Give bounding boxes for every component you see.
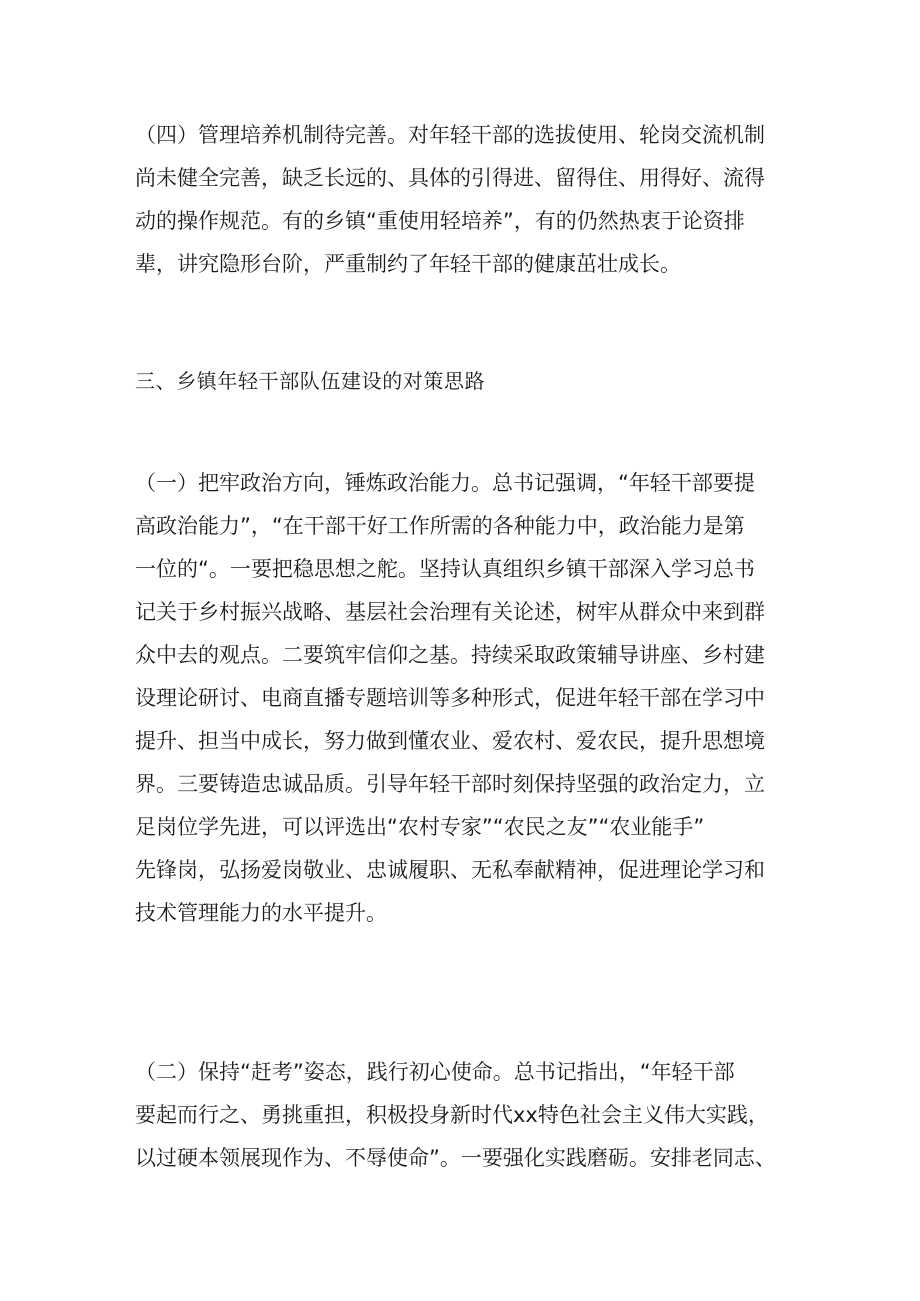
text-line: 界。三要铸造忠诚品质。引导年轻干部时刻保持坚强的政治定力，立 [135, 772, 765, 796]
text-line: 设理论研讨、电商直播专题培训等多种形式，促进年轻干部在学习中 [135, 686, 765, 710]
text-line: 一位的“。一要把稳思想之舵。坚持认真组织乡镇干部深入学习总书 [135, 557, 755, 581]
text-line: 技术管理能力的水平提升。 [135, 901, 387, 925]
text-line: （二）保持“赶考”姿态，践行初心使命。总书记指出，“年轻干部 [135, 1060, 735, 1084]
text-line: （一）把牢政治方向，锤炼政治能力。总书记强调，“年轻干部要提 [135, 471, 755, 495]
text-line: 记关于乡村振兴战略、基层社会治理有关论述，树牢从群众中来到群 [135, 600, 765, 624]
text-line: 动的操作规范。有的乡镇“重使用轻培养”，有的仍然热衷于论资排 [135, 209, 745, 233]
text-line: 高政治能力”，“在干部干好工作所需的各种能力中，政治能力是第 [135, 514, 745, 538]
text-line: 足岗位学先进，可以评选出“农村专家”“农民之友”“农业能手” [135, 815, 705, 839]
text-line: 辈，讲究隐形台阶，严重制约了年轻干部的健康茁壮成长。 [135, 252, 681, 276]
paragraph-exam-attitude [135, 1051, 791, 1180]
section-heading: 三、乡镇年轻干部队伍建设的对策思路 [135, 369, 486, 393]
text-line: 众中去的观点。二要筑牢信仰之基。持续采取政策辅导讲座、乡村建 [135, 643, 765, 667]
paragraph-management-mechanism [135, 114, 791, 286]
text-line: 要起而行之、勇挑重担，积极投身新时代xx特色社会主义伟大实践， [135, 1103, 769, 1127]
text-line: （四）管理培养机制待完善。对年轻干部的选拔使用、轮岗交流机制 [135, 123, 765, 147]
text-line: 先锋岗，弘扬爱岗敬业、忠诚履职、无私奉献精神，促进理论学习和 [135, 858, 765, 882]
text-line: 以过硬本领展现作为、不辱使命”。一要强化实践磨砺。安排老同志、 [135, 1146, 776, 1170]
text-line: 尚未健全完善，缺乏长远的、具体的引得进、留得住、用得好、流得 [135, 166, 765, 190]
text-line: 提升、担当中成长，努力做到懂农业、爱农村、爱农民，提升思想境 [135, 729, 765, 753]
paragraph-political-direction [135, 462, 791, 935]
